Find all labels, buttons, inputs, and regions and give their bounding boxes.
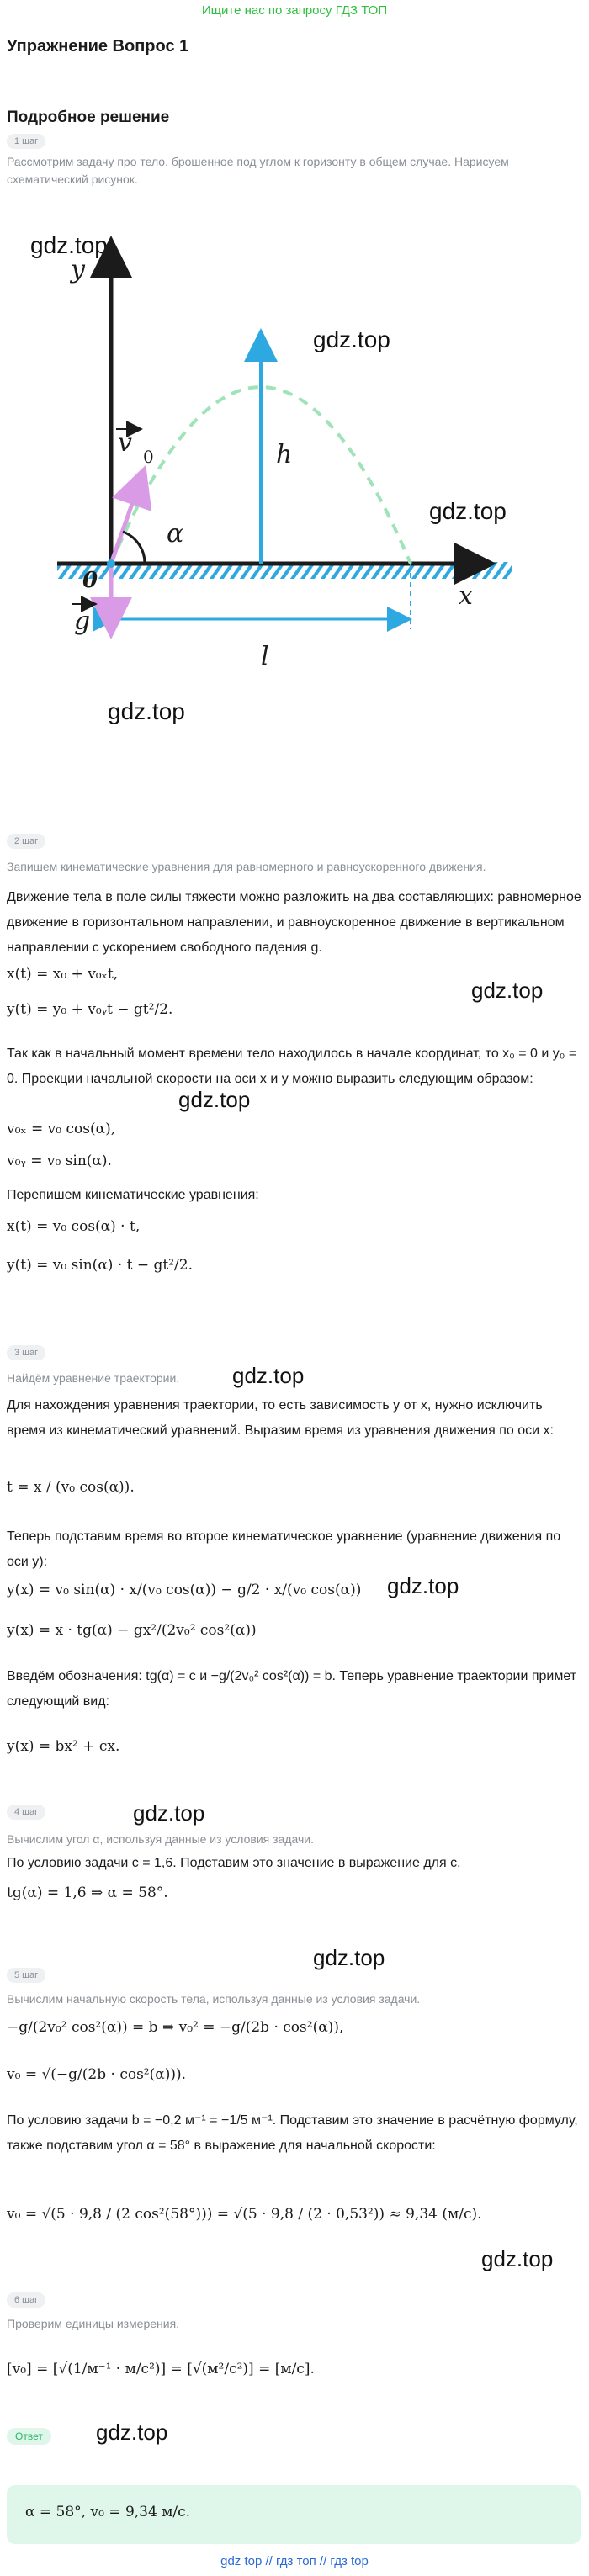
step-5-eq-2: v₀ = √(−g/(2b · cos²(α))). <box>7 2066 187 2083</box>
step-2-paragraph-2: Так как в начальный момент времени тело находилось в начале координат, то x₀ = 0 и y₀ = 0. Проекции начальной скорости на оси x и y можно выразить следующим образом: <box>7 1047 577 1086</box>
x-axis-label: x <box>459 581 473 611</box>
step-6-note: Проверим единицы измерения. <box>7 2317 180 2330</box>
step-2-eq-4: v₀ᵧ = v₀ sin(α). <box>7 1153 112 1169</box>
h-label: h <box>276 440 293 469</box>
exercise-title: Упражнение Вопрос 1 <box>7 37 189 56</box>
watermark: gdz.top <box>133 1800 205 1826</box>
step-3-eq-2: y(x) = v₀ sin(α) · x/(v₀ cos(α)) − g/2 · x/(v₀ cos(α)) <box>7 1582 362 1598</box>
step-1-note: Рассмотрим задачу про тело, брошенное под углом к горизонту в общем случае. Нарисуем схематический рисунок. <box>7 155 509 186</box>
watermark: gdz.top <box>108 698 185 724</box>
step-2-eq-1: x(t) = x₀ + v₀ₓt, <box>7 966 119 983</box>
step-5-note: Вычислим начальную скорость тела, используя данные из условия задачи. <box>7 1992 421 2006</box>
origin-label: 0 <box>82 568 98 593</box>
answer-box <box>7 2485 581 2544</box>
step-3-paragraph-1: Для нахождения уравнения траектории, то есть зависимость y от x, нужно исключить время из кинематический уравнений. Выразим время из уравнения движения по оси x: <box>7 1398 554 1438</box>
step-3-badge: 3 шаг <box>7 1345 45 1360</box>
step-6-eq-1: [v₀] = [√(1/м⁻¹ · м/с²)] = [√(м²/с²)] = [м/с]. <box>7 2361 315 2377</box>
step-4-paragraph-1: По условию задачи c = 1,6. Подставим это значение в выражение для c. <box>7 1856 461 1870</box>
solution-title: Подробное решение <box>7 109 170 126</box>
step-2-paragraph-1: Движение тела в поле силы тяжести можно разложить на два составляющих: равномерное движение в горизонтальном направлении, и равноускоренное движение в вертикальном направлении с ускорением свободного падения g. <box>7 890 581 955</box>
step-3-eq-3: y(x) = x · tg(α) − gx²/(2v₀² cos²(α)) <box>7 1622 257 1639</box>
angle-arc <box>123 532 145 564</box>
watermark: gdz.top <box>387 1573 459 1598</box>
alpha-label: α <box>167 519 184 549</box>
step-4-note: Вычислим угол α, используя данные из условия задачи. <box>7 1832 314 1846</box>
step-5-eq-3: v₀ = √(5 · 9,8 / (2 cos²(58°))) = √(5 · 9,8 / (2 · 0,53²)) ≈ 9,34 (м/с). <box>7 2206 482 2223</box>
watermark: gdz.top <box>313 1945 385 1970</box>
answer-equation: α = 58°, v₀ = 9,34 м/с. <box>25 2504 191 2520</box>
projectile-diagram <box>0 227 589 732</box>
footer-links[interactable]: gdz top // гдз топ // гдз top <box>220 2554 369 2568</box>
velocity-arrow <box>111 473 143 564</box>
step-5-eq-1: −g/(2v₀² cos²(α)) = b ⇒ v₀² = −g/(2b · cos²(α)), <box>7 2019 344 2036</box>
step-5-badge: 5 шаг <box>7 1968 45 1983</box>
watermark: gdz.top <box>232 1363 305 1388</box>
step-4-eq-1: tg(α) = 1,6 ⇒ α = 58°. <box>7 1884 168 1901</box>
step-3-note: Найдём уравнение траектории. <box>7 1371 180 1385</box>
step-2-eq-3: v₀ₓ = v₀ cos(α), <box>7 1121 116 1137</box>
step-2-badge: 2 шаг <box>7 834 45 849</box>
step-2-eq-5: x(t) = v₀ cos(α) · t, <box>7 1218 141 1235</box>
g-label: g <box>74 607 91 636</box>
step-5-paragraph-1: По условию задачи b = −0,2 м⁻¹ = −1/5 м⁻¹. Подставим это значение в расчётную формулу, также подставим угол α = 58° в выражение для начальной скорости: <box>7 2113 578 2153</box>
step-1-badge: 1 шаг <box>7 134 45 149</box>
step-2-eq-6: y(t) = v₀ sin(α) · t − gt²/2. <box>7 1257 193 1274</box>
y-axis-label: y <box>71 255 85 284</box>
step-3-paragraph-3: Введём обозначения: tg(α) = c и −g/(2v₀² cos²(α)) = b. Теперь уравнение траектории примет следующий вид: <box>7 1669 577 1709</box>
step-4-badge: 4 шаг <box>7 1805 45 1820</box>
v-label: v <box>118 428 132 458</box>
step-3-eq-1: t = x / (v₀ cos(α)). <box>7 1479 135 1496</box>
watermark: gdz.top <box>471 978 544 1003</box>
watermark: gdz.top <box>429 498 507 524</box>
search-hint-link[interactable]: Ищите нас по запросу ГДЗ ТОП <box>201 3 388 18</box>
l-label: l <box>261 642 269 671</box>
watermark: gdz.top <box>96 2420 168 2445</box>
watermark: gdz.top <box>481 2246 554 2271</box>
step-2-eq-2: y(t) = y₀ + v₀ᵧt − gt²/2. <box>7 1001 173 1018</box>
watermark: gdz.top <box>30 232 108 258</box>
v-subscript: 0 <box>143 447 154 467</box>
step-2-paragraph-3: Перепишем кинематические уравнения: <box>7 1188 259 1202</box>
step-3-eq-4: y(x) = bx² + cx. <box>7 1738 120 1755</box>
step-2-note: Запишем кинематические уравнения для равномерного и равноускоренного движения. <box>7 860 486 873</box>
answer-badge: Ответ <box>7 2428 51 2445</box>
watermark: gdz.top <box>313 326 390 352</box>
step-3-paragraph-2: Теперь подставим время во второе кинематическое уравнение (уравнение движения по оси y): <box>7 1529 561 1569</box>
watermark: gdz.top <box>178 1087 251 1112</box>
step-6-badge: 6 шаг <box>7 2292 45 2308</box>
